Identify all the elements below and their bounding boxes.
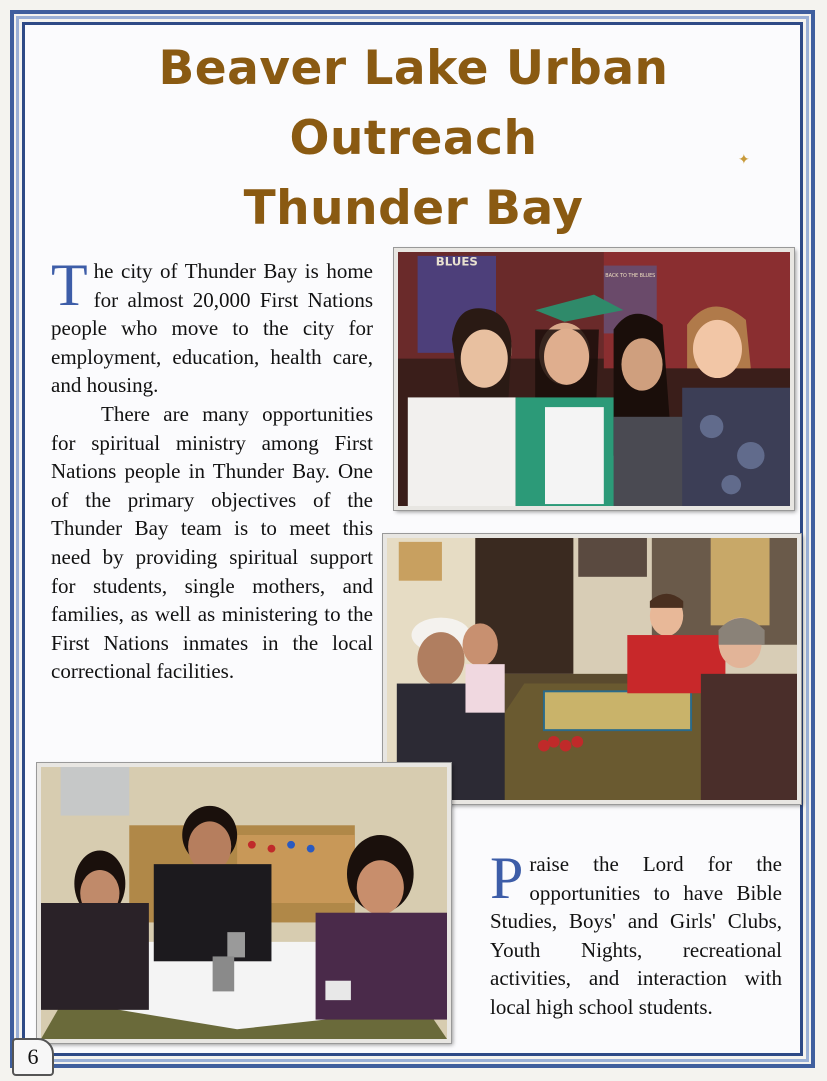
sparkle-decoration-icon: ✦ bbox=[738, 153, 750, 168]
photo-graduation-group bbox=[394, 248, 794, 510]
page-number-badge: 6 bbox=[12, 1038, 54, 1076]
photo-crafts-activity bbox=[37, 763, 451, 1043]
title-line-3: Thunder Bay bbox=[243, 181, 584, 236]
poster-1-text: BLUES bbox=[435, 254, 478, 269]
intro-paragraph-2: There are many opportunities for spiritual ministry among First Nations people in Thunder Bay. One of the primary objectives of the Thunder Bay team is to meet this need by providing spiritual support for students, single mothers, and families, as well as ministering to the First Nations inmates in the local correctional facilities. bbox=[51, 401, 373, 684]
page-title bbox=[30, 34, 797, 244]
intro-article bbox=[51, 252, 373, 686]
praise-paragraph bbox=[490, 845, 782, 1022]
intro-paragraph-1 bbox=[51, 252, 373, 400]
photo-graduation-group-image bbox=[398, 252, 790, 506]
title-line-2: Outreach bbox=[289, 111, 538, 166]
photo-board-game-image bbox=[387, 538, 797, 800]
praise-paragraph-text: raise the Lord for the opportunities to have Bible Studies, Boys' and Girls' Clubs, Youth Nights, recreational activities, and interaction with local high school students. bbox=[490, 852, 782, 1019]
intro-paragraph-1-text: he city of Thunder Bay is home for almost 20,000 First Nations people who move to the city for employment, education, health care, and housing. bbox=[51, 259, 373, 398]
praise-dropcap: P bbox=[490, 845, 524, 911]
intro-dropcap: T bbox=[51, 252, 88, 318]
photo-crafts-activity-image bbox=[41, 767, 447, 1039]
title-line-1: Beaver Lake Urban bbox=[158, 41, 669, 96]
poster-2-text: BACK TO THE BLUES bbox=[605, 273, 656, 280]
